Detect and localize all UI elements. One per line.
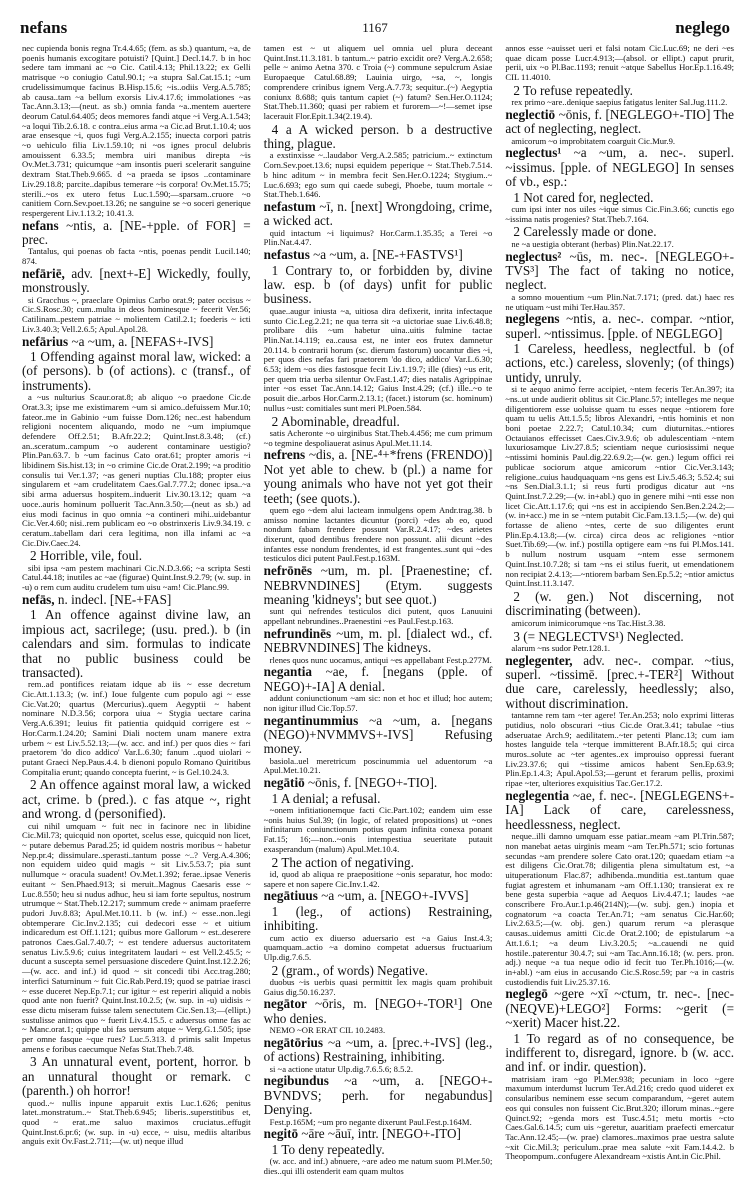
- headword: nefāriē,: [22, 265, 65, 281]
- sense-definition: 4 a A wicked person. b a destructive thing, plague.: [263, 121, 493, 152]
- entry-heading: [22, 219, 251, 248]
- entry-grammar: ~ōnis, f. [NEGO+-TIO].: [304, 775, 438, 791]
- entry-grammar: ~a ~um, a. [NE-+FASTVS¹]: [309, 247, 463, 263]
- citations: cum ipsi inter nos uiles ~ique simus Cic.Fin.3.66; cunctis ego ~issima natis progenies? Stat.Theb.7.164.: [505, 204, 735, 224]
- headword: nefrundinēs: [263, 625, 332, 641]
- entry-grammar: ~a ~um, a. [NEGO+-IVVS]: [317, 888, 469, 904]
- entry-heading: [264, 564, 493, 607]
- citations: a ~us nulturius Scaur.orat.8; ab aliquo ~o praedone Cic.de Orat.3.3; ipse me existimarem ~um si amico..defuissem Mur.10; fateor..me in Gabinio ~um fuisse Dom.126; nec..est habendum religioni nocentem aliquando, modo ne ~um impiumque defendere Off.2.51; B.Afr.22.2; Quint.Inst.8.3.48; (cf.) an..sceratum..campum ~o auderent contaminare uestigio? Plin.Pan.63.7. b ~um facinus Cato orat.61; propter amoris ~i libidinem Sis.hist.13; in ~o crimine Cic.de Orat.2.199; ~a proditio consulis tui Ver.1.37; ~as generi nuptias Clu.188; propter eius singularem et ~am crudelitatem Caes.Gal.7.77.2; donec ipsa..~a sibi arma aduersus hospitem..induerit Liv.30.13.12; quam ~a uoce..auris hominum polluerit Tac.Ann.3.50;—(neut as sb.) ad eius modi facinus in quo omnia ~a contineri mihi..uidebantur Cic.Ver.4.60; nisi..rem publicam eo ~o obstrinxeris Liv.9.34.19. c ceratum..tabellam dari cera legitima, non illa infami ac ~a Cic.Div.Caec.24.: [22, 392, 251, 548]
- citations: sibi ipsa ~am pestem machinari Cic.N.D.3.66; ~a scripta Sesti Catul.44.18; inutiles ac ~ae (figurae) Quint.Inst.9.2.79; (w. sup. in -u) o rem cum auditu crudelem tum uisu ~am! Cic.Planc.99.: [22, 562, 251, 593]
- sense-definition: 1 An offence against divine law, an impious act, sacrilege; (usu. pred.). b (in calendars and sim. formulas to indicate that no public business could be transacted).: [22, 607, 251, 680]
- sense-definition: 2 Abominable, dreadful.: [271, 413, 400, 429]
- entry-grammar: ~ntis, a. nec-. compar. ~ntior, superl. ~ntissimus. [pple. of NEGLEGO]: [505, 311, 735, 341]
- citations: quod..~ nullis inpune apparuit extis Luc.1.626; penitus latet..monstratum..~ Stat.Theb.6.945; liberis..superstitibus et, quod ~ erat..me saluo maximos cruciatus..effugit Quint.Inst.6.pr.6; (w. sup. in -u) ecce, ~ uisu, mediis altaribus anguis exit Ov.Fast.2.711;—(w. ut) neque illud: [22, 1097, 251, 1147]
- entry-grammar: ~āre ~āuī, intr. [NEGO+-ITO]: [298, 1126, 461, 1142]
- headword: negitō: [263, 1126, 299, 1142]
- headword: neglegenter,: [505, 652, 573, 668]
- entry-heading: [264, 1074, 493, 1117]
- headword: negantia: [263, 664, 313, 680]
- citations: basiola..uel meretricum poscinummia uel aduentorum ~a Apul.Met.10.21.: [263, 755, 493, 776]
- sense-definition: 2 Horrible, vile, foul.: [30, 548, 143, 564]
- entry-heading: [505, 312, 734, 341]
- entry-grammar: ~a ~um, a. [NEFAS+-IVS]: [68, 333, 214, 349]
- headword: neglegentia: [505, 787, 570, 803]
- entry-heading: [22, 267, 251, 296]
- entry-heading: [505, 250, 734, 293]
- citations: si te aequo animo ferre accipiet, ~ntem feceris Ter.An.397; ita ~ns..ut unde audierit oblitus sit Cic.Planc.57; intelleges me neque diligentiorem esse uoluisse quam tu esses neque ~ntiorem fore quam tu uelis Att.1.5.5; libros Alexandri, ~ntis hominis et non boni poetae 2.22.7; Catul.10.34; cum diuturnitas..~ntiores Octauianos effecisset Caes.Civ.3.9.6; ob adulescentiam ~ntem luxuriosamque Liv.27.8.5; scientiam neque curiosissimi neque ~ntissimi hominis Paul.dig.22.6.9.2;—(w. gen.) legum offici rei publicae sociorum atque amicorum ~ntior Cic.Ver.3.143; religione..cuius haudquaquam ~ns gens est Liv.5.46.3; 5.52.4; sui ~ns Sen.Dial.3.1.1; si reus furti prodigus dicatur aut ~ns Quint.Inst.7.2.29;—(w. in+abl.) quo in genere mihi ~nti esse non licet Cic.Att.1.17.6; qui ~ns est in accipiendo Sen.Ben.2.24.2;—(w. in+acc.) me in se ~ntem putabit Cic.Fam.13.1.5;—(w. de) qui fortasse de alieno ~ntes, certe de suo diligentes erunt Plin.Ep.4.13.8;—(w. circa) circa deos ac religiones ~ntior Suet.Tib.69;—(w. inf.) postilla optigere eam ~ns fui Pl.Mos.141. b nullum nostrum usquam ~ntem esse sermonem Quint.Inst.10.7.28; si tam ~ns ei stilus fuerit, ut emendationem non recipiat 2.4.13;—~ntiorem barbam Sen.Ep.5.2; ~ntior amictus Quint.Inst.11.3.147.: [505, 384, 735, 589]
- column-3: [505, 44, 734, 1177]
- citations: Fest.p.165M; ~um pro negante dixerunt Paul.Fest.p.164M.: [269, 1116, 472, 1127]
- citations: annos esse ~auisset ueri et falsi notam Cic.Luc.69; ne deri ~es quae dicam posse Lucr.4.913;—(absol. or ellipt.) caput prurit, perii, uix ~o Pl.Bac.1193; renuit ~atque Sabellus Hor.Ep.1.16.49; CIL 11.4010.: [505, 43, 735, 83]
- entry-grammar: ~a ~um, a. [negans (NEGO)+NVMMVS+-IVS] Refusing money.: [263, 712, 493, 757]
- headword: nefrens: [263, 447, 306, 463]
- sense-definition: 1 To deny repeatedly.: [271, 1141, 385, 1157]
- sense-definition: 1 Contrary to, or forbidden by, divine law. esp. b (of days) unfit for public business.: [263, 262, 493, 307]
- entry-grammar: ~ōris, m. [NEGO+-TOR¹] One who denies.: [263, 996, 493, 1026]
- citations: NEMO ~OR ERAT CIL 10.2483.: [269, 1025, 386, 1036]
- sense-definition: 2 The action of negativing.: [271, 854, 414, 870]
- entry-heading: [264, 627, 493, 656]
- entry-heading: [505, 789, 734, 832]
- sense-definition: 1 Offending against moral law, wicked: a (of persons). b (of actions). c (transf., of instruments).: [22, 348, 251, 393]
- entry-grammar: adv. nec-. compar. ~tius, superl. ~tissimē. [prec.+-TER²] Without due care, carelessly, heedlessly; also, without discrimination.: [505, 652, 735, 711]
- citations: si ~a actione utatur Ulp.dig.7.6.5.6; 8.5.2.: [269, 1063, 413, 1074]
- citations: ne ~a uestigia obterant (herbas) Plin.Nat.22.17.: [511, 238, 674, 249]
- citations: duobus ~is uerbis quasi permittit lex magis quam prohibuit Gaius dig.50.16.237.: [263, 977, 493, 997]
- headword: neglegō: [505, 986, 548, 1002]
- citations: rem..ad pontifices reiatam idque ab iis ~ esse decretum Cic.Att.1.13.3; (w. inf.) Ioue fulgente cum populo agi ~ esse Cic.Vat.20; quartus (Mercurius)..quem Aegyptii ~ habent nominare N.D.3.56; corpora uiua ~ Stygia uectare carina Verg.A.6.391; leuius fit patientia quidquid corrigere est ~ Hor.Carm.1.24.20; Samini Diali noctem unam manere extra urbem ~ est Liv.5.52.13;—(w. acc. and inf.) per quos dies ~ fari praetorem 'do dico addico' Var.L.6.30; fanum ..quod uiolari ~ putant Graeci Nep.Paus.4.4. b dienoni populo Romano Quiritibus Compitalia erunt; quando concepta fuerint, ~ is Gel.10.24.3.: [22, 679, 251, 777]
- headword: neglectus¹: [505, 145, 562, 161]
- citations: addunt coniunctionum ~am sic: non et hoc et illud; hoc autem; non igitur illud Cic.Top.57.: [263, 693, 493, 713]
- entry-grammar: ~a ~um, a. nec-. superl. ~issimus. [pple. of NEGLEGO] In senses of vb., esp.:: [505, 145, 735, 190]
- column-2: [264, 44, 493, 1177]
- entry-heading: [264, 1127, 493, 1141]
- citations: cui nihil umquam ~ fuit nec in facinore nec in libidine Cic.Mil.73; quicquid non oportet, scelus esse, quicquid non licet, ~ putare debemus Parad.25; id quidem nostris moribus ~ habetur Nep.pr.4; dissimulare..sperasti..tantum posse ~..? Verg.A.4.306; non equidem uideo quid magis ~ sit Liv.5.53.7; pia sunt nullumque ~ oracula suadent! Ov.Met.1.392; ferae..ipsae Veneris euitant ~ Sen.Phaed.913; si meruit..Magnus Caesaris esse ~ Luc.8.550; heu si nudus adhuc, heu si iam forte sepultus, nostrum utrumque ~ Stat.Theb.12.217; summum crede ~ animam praeferre pudori Juv.8.83; Apul.Met.10.11. b (w. inf.) ~ esse..non..legi obtemperare Cic.Inv.2.135; cui dedecori esse ~ et uitium indicaredum est Off.1.121; quibus more Gallorum ~ est..deserere patronos Caes.Gal.7.40.7; ~ est tendere aduersus auctoritatem senatus Liv.5.9.6; cuius integritatem laudari ~ est Vell.2.45.5; ~ ducunt a suscepta semel persuasione discedere Quint.Inst.12.2.26;—(w. acc. and inf.) id quod ~ sit concedi tibi Acc.trag.280; interfici Saturninum ~ fuit Cic.Rab.Perd.19; quod se patriae irasci ~ esse duceret Nep.Ep.7.1; cur igitur ~ est reperiri aliquid a nobis quod ante non fuerit? Quint.Inst.10.2.5; (w. sup. in -u) uidisis ~ esse dictu miseram fuisse talem senectutem Cic.Sen.13;—(ellipt.) sustulisse animos quo ~ fuerit Liv.4.15.5. c aduersus omne fas ac ~ Manc.orat.1; quippe ubi fas uersum atque ~ Verg.G.1.505; ipse per omne fasque ~que rues? Luc.5.313. d primis salit Impetus amens e foribus caecumque Nefas Stat.Theb.7.48.: [22, 820, 251, 1054]
- columns: [22, 44, 734, 1177]
- entry-heading: [264, 665, 493, 694]
- citations: matrisiam iram ~go Pl.Mer.938; pecuniam in loco ~gere maxumum interdumst lucrum Ter.Ad.216; credo quod uideret ex consularibus neminem esse secum comparandum, ~geret autem eos qui consules non fuissent Cic.Brut.320; illorum minas..~gere Quinct.92; ~genda mors est Tusc.4.51; metu mortis ~cto Caes.Gal.6.14.5; cum uis ~geretur, auaritiam praefecti emercatur Tac.Ann.12.45;—(w. prae) clamores..maximos prae uestra salute ~xit Cic.Mil.3; periculum..prae mea salute ~xit Fam.14.4.2. b Theopompum..confugere Alexandream ~xistis Ant.in Cic.Phil.: [505, 1073, 735, 1162]
- headword: nefastum: [263, 198, 316, 214]
- entry-heading: [264, 714, 493, 757]
- citations: Tantalus, qui poenas ob facta ~ntis, poenas pendit Lucil.140; 874.: [22, 246, 251, 267]
- entry-heading: [264, 200, 493, 229]
- column-1: [22, 44, 251, 1177]
- citations: si Gracchus ~, praeclare Opimius Carbo orat.9; pater occisus ~ Cic.S.Rosc.30; cum..multa in deos hominesque ~ fecerit Ver.56; Catilinam..pestem patriae ~ molientem Catil.2.1; foederis ~ icti Liv.3.40.3; Vell.2.6.5; Apul.Apol.28.: [22, 294, 251, 334]
- citations: cum actio ex diuerso aduersario est ~a Gaius Inst.4.3; quamquam..actio ~a domino competat aduersus fructuarium Ulp.dig.7.6.5.: [263, 932, 493, 962]
- sense-definition: 2 Carelessly made or done.: [513, 224, 657, 240]
- entry-grammar: ~gere ~xī ~ctum, tr. nec-. [nec-(NEQVE)+LEGO²] Forms: ~gerit (= ~xerit) Macer hist.22.: [505, 986, 735, 1031]
- citations: amicorum ~o improbitatem coarguit Cic.Mur.9.: [511, 135, 676, 146]
- citations: a somno mouentium ~um Plin.Nat.7.171; (pred. dat.) haec res ne utiquam ~ust mihi Ter.Hau.357.: [505, 291, 735, 312]
- sense-definition: 3 An unnatural event, portent, horror. b an unnatural thought or remark. c (parenth.) oh horror!: [22, 1054, 251, 1099]
- entry-grammar: ~ūs, m. nec-. [NEGLEGO+-TVS³] The fact of taking no notice, neglect.: [505, 248, 735, 293]
- sense-definition: 1 A denial; a refusal.: [271, 790, 381, 806]
- headword: negibundus: [263, 1073, 329, 1089]
- citations: rlenes quos nunc uocamus, antiqui ~es appellabant Fest.p.277M.: [269, 654, 492, 665]
- citations: (w. acc. and inf.) abnuere, ~are adeo me natum suom Pl.Mer.50; dies..qui illi ostenderit eam quam multos: [263, 1156, 493, 1176]
- entry-grammar: ~ōnis, f. [NEGLEGO+-TIO] The act of neglecting, neglect.: [505, 106, 735, 137]
- sense-definition: 1 To regard as of no consequence, be indifferent to, disregard, ignore. b (w. acc. and inf. or indir. question).: [505, 1030, 735, 1075]
- sense-definition: 2 To refuse repeatedly.: [513, 82, 633, 98]
- entry-heading: [264, 248, 493, 262]
- citations: a exstinxisse ~..laudabor Verg.A.2.585; patricium..~ extinctum Corn.Sev.poet.13.6; nupsi equidem peperique ~ Stat.Theb.7.514. b hinc aditum ~ in membra fecit Sen.Her.O.1224; Stygium..~ Luc.6.693; ego sum qui caede subegi, Phoebe, tuum mortale ~ Stat.Theb.1.646.: [263, 150, 493, 200]
- sense-definition: 1 Not cared for, neglected.: [513, 189, 654, 205]
- entry-heading: [505, 146, 734, 189]
- entry-grammar: ~a ~um, a. [prec.+-IVS] (leg., of actions) Restraining, inhibiting.: [263, 1034, 493, 1065]
- headword: neglegens: [505, 311, 560, 327]
- headword: neglectiō: [505, 106, 556, 122]
- headword: negātiuus: [263, 888, 318, 904]
- entry-heading: [264, 1036, 493, 1065]
- entry-heading: [505, 108, 734, 137]
- citations: ~onem infitiationemque facti Cic.Part.102; eandem uim esse ~onis huius Sul.39; (in logic, of related propositions) ut ~ones infinitarum coniunctionum potius quam infinita conexa ponant Fat.15; 16;—non..~onis intempestiua seueritate putauit exasperandum (malum) Apul.Met.10.4.: [263, 804, 493, 854]
- entry-grammar: ~um, m. pl. [dialect wd., cf. NEBRVNDINES] The kidneys.: [263, 625, 493, 656]
- entry-heading: [264, 776, 493, 790]
- entry-heading: [22, 335, 251, 349]
- headword: nefārius: [22, 333, 69, 349]
- citations: satis Acheronte ~o uirginibus Stat.Theb.4.456; me cum primum ~o tegmine despoliauerat asinus Apul.Met.11.14.: [263, 427, 493, 448]
- citations: alarum ~ns sudor Petr.128.1.: [511, 642, 611, 653]
- citations: rex primo ~are..denique saepius fatigatus leniter Sal.Jug.111.2.: [511, 97, 728, 108]
- entry-grammar: ~ntis, a. [NE-+pple. of FOR] = prec.: [22, 217, 251, 248]
- headword: negantinummius: [263, 712, 359, 728]
- headword: nefans: [22, 217, 59, 233]
- entry-grammar: ~ī, n. [next] Wrongdoing, crime, a wicked act.: [263, 198, 493, 229]
- entry-grammar: adv. [next+-E] Wickedly, foully, monstrously.: [22, 265, 251, 296]
- entry-heading: [264, 997, 493, 1026]
- headword: negātōrius: [263, 1034, 324, 1050]
- entry-grammar: ~dis, a. [NE-⁴+*frens (FRENDO)] Not yet able to chew. b (pl.) a name for young animals who have not yet got their teeth; (see quots.).: [263, 447, 493, 506]
- sense-definition: 2 An offence against moral law, a wicked act, crime. b (pred.). c fas atque ~, right and wrong. d (personified).: [22, 777, 251, 822]
- citations: quem ego ~dem alui lacteam inmulgens opem Andr.trag.38. b amisso nomine lactantes dicuntur (porci) ~des ab eo, quod nondum fabam frendere possunt Var.R.2.4.17; ~des arietes dixerunt, quod dentibus frendere non possunt. alii dicunt ~des infantes esse nondum frendentes, id est frangentes..sunt qui ~des testiculos dici putent Paul.Fest.p.163M.: [263, 504, 493, 564]
- entry-heading: [505, 987, 734, 1030]
- headword: nefās,: [22, 591, 55, 607]
- headword: neglectus²: [505, 248, 562, 264]
- sense-definition: 2 (gram., of words) Negative.: [271, 962, 429, 978]
- headword: nefastus: [263, 247, 310, 263]
- headword: nefrōnēs: [263, 563, 313, 579]
- citations: quae..augur iniusta ~a, uitiosa dira defixerit, inrita infectaque sunto Cic.Leg.2.21; ne qua terra sit ~a uictoriae suae Liv.6.48.8; prolibare diis ~um habetur uina..uitis fulmine tactae Plin.Nat.14.119; ea..causa est, ne inter eos frutex damnetur 20.114. b contrarii horum (sc. dierum fastorum) uocantur dies ~i, per quos dies nefas fari praetorem 'do dico, addico' Var.L.6.30; 6.53; idem ~os dies fastosque fecit Liv.1.19.7; ille (dies) ~us erit, per quem tria uerba silentur Ov.Fast.1.47; dies natalis Agrippinae inter ~os esset Tac.Ann.14.12; Gaius Inst.4.29; (cf.) ille..~o te posuit die..arbos Hor.Carm.2.13.1; (facet.) istorum (sc. hominum) nullus ~ust: comitiales sunt meri Pl.Poen.584.: [263, 305, 493, 413]
- sense-definition: 3 (= NEGLECTVS¹) Neglected.: [513, 628, 684, 644]
- page-header: [20, 18, 730, 40]
- entry-grammar: ~ae, f. [negans (pple. of NEGO)+-IA] A denial.: [263, 664, 493, 694]
- citations: quid intactum ~i liquimus? Hor.Carm.1.35.35; a Terei ~o Plin.Nat.4.47.: [263, 227, 493, 248]
- citations: tantamne rem tam ~ter agere! Ter.An.253; nolo exprimi litteras putidius, nolo obscurari ~tius Cic.de Orat.3.41; tabulae ~tius adseruatae Arch.9; aedilitatem..~ter petenti Planc.13; cum iam hostes languide tela ~terque immitterent B.Afr.18.5; qui circa muros..solute ac ~ter agentes..ex improuiso oppressi fuerant Liv.23.37.6; qui ~tissime amicos habent Sen.Ep.63.9; Plin.Ep.1.4.3; Apul.Apol.53;—gerunt et ferarum pellis, proximi ripae ~ter, ulteriores exquisitius Tac.Ger.17.2.: [505, 710, 735, 789]
- entry-grammar: ~ae, f. nec-. [NEGLEGENS+-IA] Lack of care, carelessness, heedlessness, neglect.: [505, 787, 735, 832]
- entry-heading: [505, 654, 734, 712]
- sense-definition: 1 Careless, heedless, neglectful. b (of actions, etc.) careless, slovenly; (of things) untidy, unruly.: [505, 341, 735, 385]
- citations: id, quod ab aliqua re praepositione ~onis separatur, hoc modo: sapere et non sapere Cic.Inv.1.42.: [263, 868, 493, 889]
- entry-grammar: ~a ~um, a. [NEGO+-BVNDVS; perh. for negabundus] Denying.: [263, 1073, 493, 1118]
- right-running-headword: neglego: [675, 18, 730, 37]
- left-running-headword: nefans: [20, 18, 68, 37]
- citations: neque..illi damno umquam esse patiar..meam ~am Pl.Trin.587; non manebat aetas uirginis meam ~am Ter.Ph.571; scio fortunas secundas ~am prendere solere Cato orat.120; quaedam etiam ~a est diligens Cic.Orat.78; diligentia plena simultatum est, ~a uituperationum Flac.87; adhibenda..munditia est..tantum quae fugiat agrestem et inhumanam ~am Off.1.130; transierat ex re bene gesta superbia ~aque ad Aequos Liv.4.47.1; laudes ~ae conscribere Fro.Aur.1.p.46(214N);—(w. subj. gen.) inopia et cognatorum ~a coacta Ter.An.71; ~am senatus Cic.Har.60; Liv.2.63.5;—(w. obj. gen.) quarum rerum ~a plerasque causas..uidemus amitti Cic.de Orat.2.100; de epistularum ~a Att.1.6.1; ~a deum Liv.3.20.5; ~a..cauendi ne quid hostile..paterentur 30.4.7; sui ~am Tac.Ann.16.18; (w. pers. pron. adj.) neque ~a tua neque odio id fecit tuo Ter.Ph.1016;—(w. in+abl.) ~am eius in accusando Cic.S.Rosc.59; par ~a in castris custodiendis fuit Liv.25.37.16.: [505, 831, 735, 987]
- citations: sunt qui nefrendes testiculos dici putent, quos Lanuuini appellant nebrundines..Praenestini ~es Paul.Fest.p.163.: [263, 606, 493, 627]
- headword: negātor: [263, 996, 307, 1012]
- page-number: 1167: [362, 20, 388, 35]
- citations: tamen est ~ ut aliquem uel omnia uel plura deceant Quint.Inst.11.3.181. b tantum..~ patrio excidit ore? Verg.A.2.658; pelle ~ animo Aetna 370. c Troia (~) commune sepulcrum Asiae Europaeque Catul.68.89; Lauinia uirgo, ~sa, ~, longis comprendere crinibus ignem Verg.A.7.73; sequitur..(~) Aegyptia coniunx 8.688; quis tantum capiet (~) fatum? Sen.Her.O.1124; Stat.Theb.11.360; quasi per rabiem et furorem—~!—semet ipse lacerauit Flor.Epit.1.34(2.19.4).: [263, 43, 493, 121]
- citations: amicorum inimicorumque ~ns Tac.Hist.3.38.: [511, 617, 666, 628]
- entry-grammar: n. indecl. [NE-+FAS]: [54, 591, 172, 607]
- entry-grammar: ~um, m. pl. [Praenestine; cf. NEBRVNDINES] (Etym. suggests meaning 'kidneys'; but see quot.): [263, 563, 493, 607]
- entry-heading: [264, 448, 493, 506]
- sense-definition: 2 (w. gen.) Not discerning, not discriminating (between).: [505, 589, 735, 619]
- headword: negātiō: [263, 775, 305, 791]
- citations: nec cupienda bonis regna Tr.4.4.65; (fem. as sb.) quantum, ~a, de poenis humanis excogitare potuisti? [Quint.] Decl.14.7. b in hoc sedere tam immani ac ~o Cic. Catil.4.13; Phil.13.22; ex Gelli matrisque ~o coniugio Catul.90.1; ~a stupra Sal.Cat.15.1; ~um crudelissimumque facinus B.Hisp.15.6; ~is..odiis Verg.A.5.785; ab causa..tam ~a bellum exorsis Liv.4.17.6; immolationes ~as Tac.Ann.3.13;—(neut. as sb.) omnia fanda ~a..mentem auertere deorum Catul.64.405; deos memores fandi atque ~i Verg.A.1.543; ~a loqui Tib.2.6.18. c contra..eius arma ~a Cic.ad Brut.1.10.4; uos arae ensesque ~i, quos fugi Verg.A.2.155; inuecta corpori patris ~o uehiculo filia Liv.1.59.10; ni ~os ignes procul delubris amouissent 6.33.5; membra uiri manibus direpta ~is Ov.Met.3.731; quicumque ~am insontis pueri scelerarit sanguine dextram Stat.Theb.9.665. d ~a praeda se ipsos ..contaminare Liv.29.18.8; parcite..dapibus temerare ~is corpora! Ov.Met.15.75; sterili..~os ex utero fetus Luc.1.590;—sparsam..cruore ~o canitiem Corn.Sev.poet.13.26; ne sanguine se ~o soceri generique respergerent Liv.1.13.2; 10.41.3.: [22, 43, 251, 218]
- entry-heading: [264, 889, 493, 903]
- sense-definition: 1 (leg., of actions) Restraining, inhibiting.: [263, 903, 493, 934]
- entry-heading: [22, 593, 251, 607]
